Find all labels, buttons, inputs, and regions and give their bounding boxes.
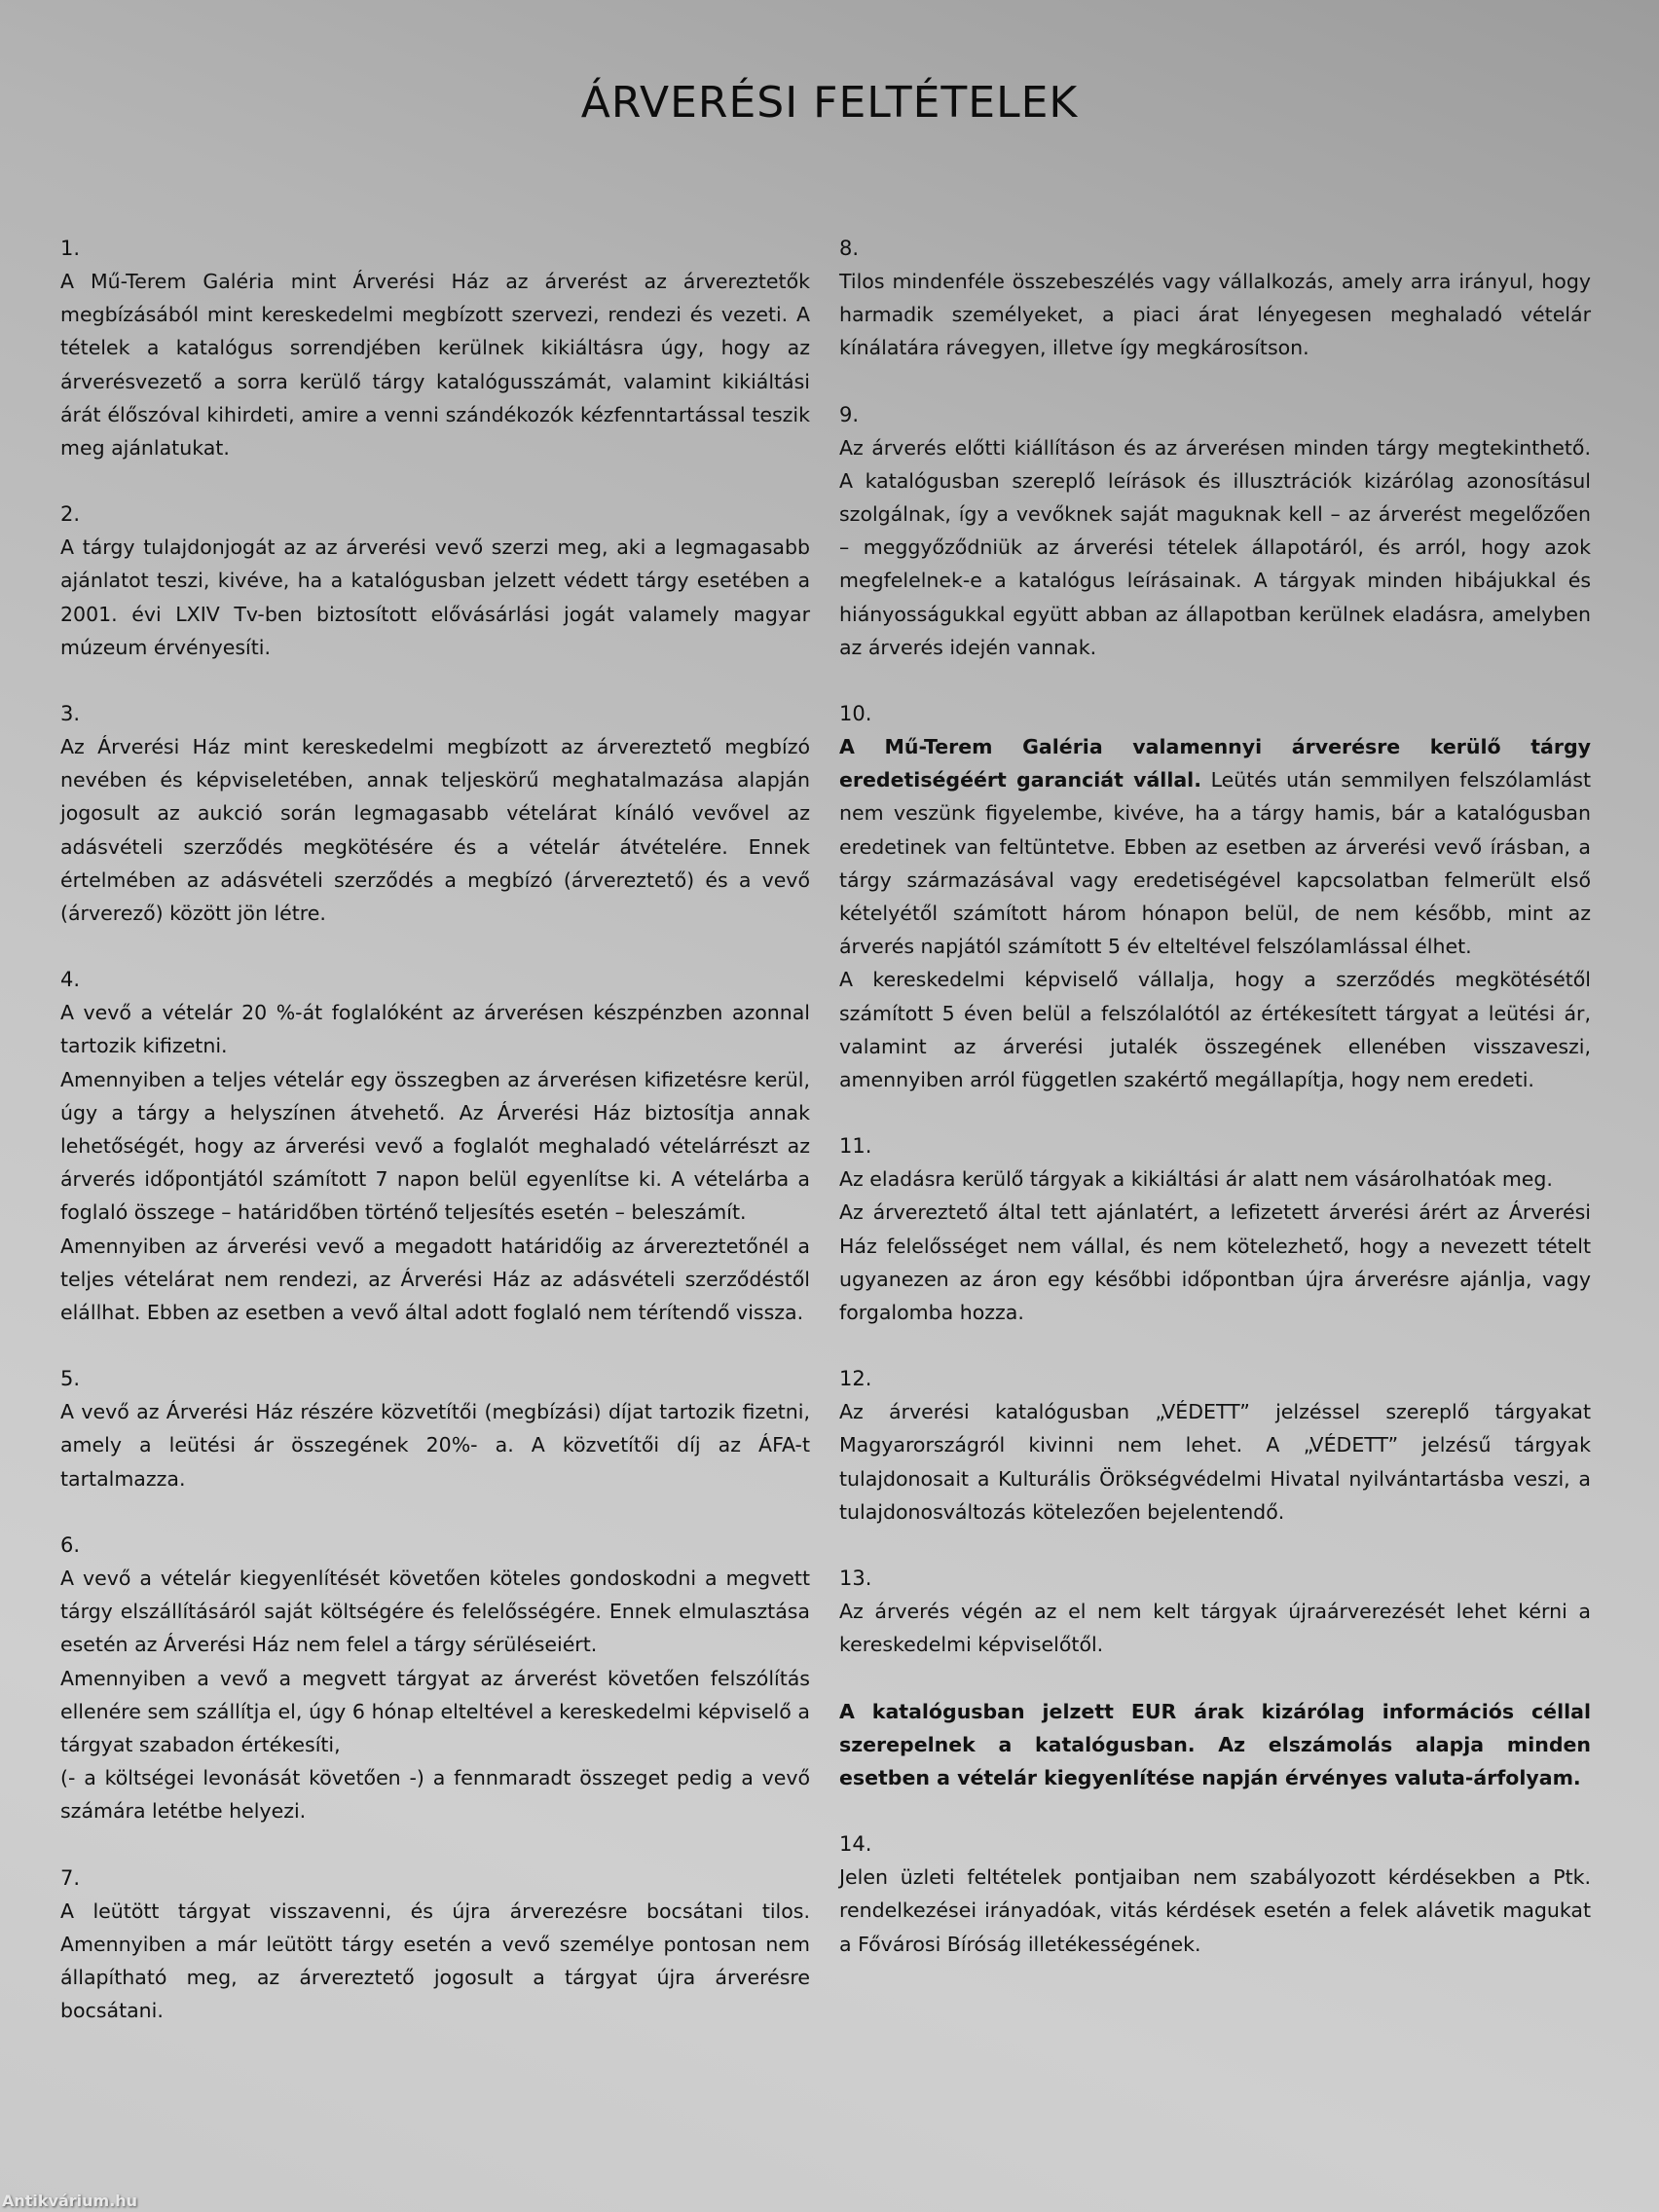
section-number: 14.: [839, 1832, 872, 1857]
section-number: 4.: [60, 968, 81, 992]
section-7: [60, 1862, 810, 2028]
section-number: 6.: [60, 1532, 81, 1557]
section-number: 13.: [839, 1567, 872, 1591]
section-text: Leütés után semmilyen felszólamlást nem veszünk figyelembe, kivéve, ha a tárgy hamis, bár a katalógusban eredetinek van feltüntetve. Ebben az esetben az árverési vevő írásban, a tárgy származásával vagy eredetiségével kapcsolatban felmerült első kételyétől számított három hónapon belül, de nem később, mint az árverés napjától számított 5 év elteltével felszólamlással élhet.: [839, 768, 1591, 959]
section-paragraph: Az eladásra kerülő tárgyak a kikiáltási ár alatt nem vásárolhatóak meg.: [839, 1167, 1553, 1192]
section-number: 9.: [839, 402, 860, 426]
section-number: 11.: [839, 1134, 872, 1159]
section-paragraph: Az árverés előtti kiállításon és az árverésen minden tárgy megtekinthető. A katalógusban szereplő leírások és illusztrációk kizárólag azonosításul szolgálnak, így a vevőknek saját maguknak kell – az árverést megelőzően – meggyőződniük az árverési tételek állapotáról, és arról, hogy azok megfelelnek-e a katalógus leírásainak. A tárgyak minden hibájukkal és hiányosságukkal együtt abban az állapotban kerülnek eladásra, amelyben az árverés idején vannak.: [839, 435, 1591, 659]
section-number: 5.: [60, 1367, 81, 1391]
section-8: [839, 232, 1591, 365]
section-12: [839, 1362, 1591, 1529]
watermark: Antikvárium.hu: [2, 2192, 138, 2210]
section-paragraph: Az árverés végén az el nem kelt tárgyak újraárverezését lehet kérni a kereskedelmi képviselőtől.: [839, 1600, 1591, 1657]
section-2: [60, 498, 810, 664]
section-paragraph: [839, 730, 1591, 963]
right-column: [839, 232, 1591, 1994]
section-paragraph: (- a költségei levonását követően -) a fennmaradt összeget pedig a vevő számára letétbe helyezi.: [60, 1766, 810, 1824]
section-paragraph: A tárgy tulajdonjogát az az árverési vevő szerzi meg, aki a legmagasabb ajánlatot teszi, kivéve, ha a katalógusban jelzett védett tárgy esetében a 2001. évi LXIV Tv-ben biztosított elővásárlási jogát valamely magyar múzeum érvényesíti.: [60, 535, 810, 659]
section-4: [60, 963, 810, 1329]
section-number: 12.: [839, 1367, 872, 1391]
section-paragraph: A kereskedelmi képviselő vállalja, hogy a szerződés megkötésétől számított 5 éven belül a felszólalótól az értékesített tárgyat a leütési ár, valamint az árverési jutalék összegének ellenében visszaveszi, amennyiben arról független szakértő megállapítja, hogy nem eredeti.: [839, 968, 1591, 1092]
section-6: [60, 1529, 810, 1828]
section-paragraph: A vevő a vételár kiegyenlítését követően köteles gondoskodni a megvett tárgy elszállításáról saját költségére és felelősségére. Ennek elmulasztása esetén az Árverési Ház nem felel a tárgy sérüléseiért.: [60, 1566, 810, 1657]
section-5: [60, 1362, 810, 1495]
page-title: ÁRVERÉSI FELTÉTELEK: [580, 78, 1079, 128]
section-number: 10.: [839, 702, 872, 726]
section-paragraph: A Mű-Terem Galéria mint Árverési Ház az árverést az árvereztetők megbízásából mint kereskedelmi megbízott szervezi, rendezi és vezeti. A tételek a katalógus sorrendjében kerülnek kikiáltásra úgy, hogy az árverésvezető a sorra kerülő tárgy katalógusszámát, valamint kikiáltási árát élőszóval kihirdeti, amire a venni szándékozók kézfenntartással teszik meg ajánlatukat.: [60, 270, 810, 461]
section-paragraph: Az árverési katalógusban „VÉDETT” jelzéssel szereplő tárgyakat Magyarországról kivinni nem lehet. A „VÉDETT” jelzésű tárgyak tulajdonosait a Kulturális Örökségvédelmi Hivatal nyilvántartásba veszi, a tulajdonosváltozás kötelezően bejelentendő.: [839, 1400, 1591, 1524]
section-number: 7.: [60, 1865, 81, 1890]
section-number: 8.: [839, 237, 860, 260]
section-9: [839, 398, 1591, 664]
section-paragraph: Tilos mindenféle összebeszélés vagy vállalkozás, amely arra irányul, hogy harmadik személyeket, a piaci árat lényegesen meghaladó vételár kínálatára rávegyen, illetve így megkárosítson.: [839, 270, 1591, 360]
section-paragraph: Az Árverési Ház mint kereskedelmi megbízott az árvereztető megbízó nevében és képviseletében, annak teljeskörű meghatalmazása alapján jogosult az aukció során legmagasabb vételárat kínáló vevővel az adásvételi szerződés megkötésére és a vételár átvételére. Ennek értelmében az adásvételi szerződés a megbízó (árvereztető) és a vevő (árverező) között jön létre.: [60, 735, 810, 926]
currency-note: A katalógusban jelzett EUR árak kizárólag információs céllal szerepelnek a katalógusban. Az elszámolás alapja minden esetben a vételár kiegyenlítése napján érvényes valuta-árfolyam.: [839, 1699, 1591, 1789]
section-paragraph: A leütött tárgyat visszavenni, és újra árverezésre bocsátani tilos. Amennyiben a már leütött tárgy esetén a vevő személye pontosan nem állapítható meg, az árvereztető jogosult a tárgyat újra árverésre bocsátani.: [60, 1899, 810, 2023]
guarantee-statement: A Mű-Terem Galéria valamennyi árverésre kerülő tárgy eredetiségéért garanciát vállal.: [839, 735, 1591, 793]
section-number: 2.: [60, 502, 81, 527]
section-number: 1.: [60, 237, 81, 260]
section-11: [839, 1129, 1591, 1329]
section-paragraph: Amennyiben a vevő a megvett tárgyat az árverést követően felszólítás ellenére sem szállítja el, úgy 6 hónap elteltével a kereskedelmi képviselő a tárgyat szabadon értékesíti,: [60, 1666, 810, 1756]
section-paragraph: Amennyiben a teljes vételár egy összegben az árverésen kifizetésre kerül, úgy a tárgy a helyszínen átvehető. Az Árverési Ház biztosítja annak lehetőségét, hogy az árverési vevő a foglalót meghaladó vételárrészt az árverés időpontjától számított 7 napon belül egyenlítse ki. A vételárba a foglaló összege – határidőben történő teljesítés esetén – beleszámít.: [60, 1067, 810, 1225]
section-13: [839, 1562, 1591, 1661]
section-14: [839, 1827, 1591, 1961]
section-paragraph: A vevő az Árverési Ház részére közvetítői (megbízási) díjat tartozik fizetni, amely a leütési ár összegének 20%- a. A közvetítői díj az ÁFA-t tartalmazza.: [60, 1400, 810, 1491]
section-paragraph: Amennyiben az árverési vevő a megadott határidőig az árvereztetőnél a teljes vételárat nem rendezi, az Árverési Ház az adásvételi szerződéstől elállhat. Ebben az esetben a vevő által adott foglaló nem térítendő vissza.: [60, 1234, 810, 1325]
section-3: [60, 697, 810, 930]
section-paragraph: A vevő a vételár 20 %-át foglalóként az árverésen készpénzben azonnal tartozik kifizetni.: [60, 1001, 810, 1058]
section-paragraph: Jelen üzleti feltételek pontjaiban nem szabályozott kérdésekben a Ptk. rendelkezései irányadóak, vitás kérdések esetén a felek alávetik magukat a Fővárosi Bíróság illetékességének.: [839, 1865, 1591, 1956]
section-paragraph: Az árvereztető által tett ajánlatért, a lefizetett árverési árért az Árverési Ház felelősséget nem vállal, és nem kötelezhető, hogy a nevezett tételt ugyanezen az áron egy későbbi időpontban újra árverésre ajánlja, vagy forgalomba hozza.: [839, 1200, 1591, 1325]
section-number: 3.: [60, 702, 81, 726]
section-1: [60, 232, 810, 464]
left-column: [60, 232, 810, 2060]
section-10: [839, 697, 1591, 1096]
